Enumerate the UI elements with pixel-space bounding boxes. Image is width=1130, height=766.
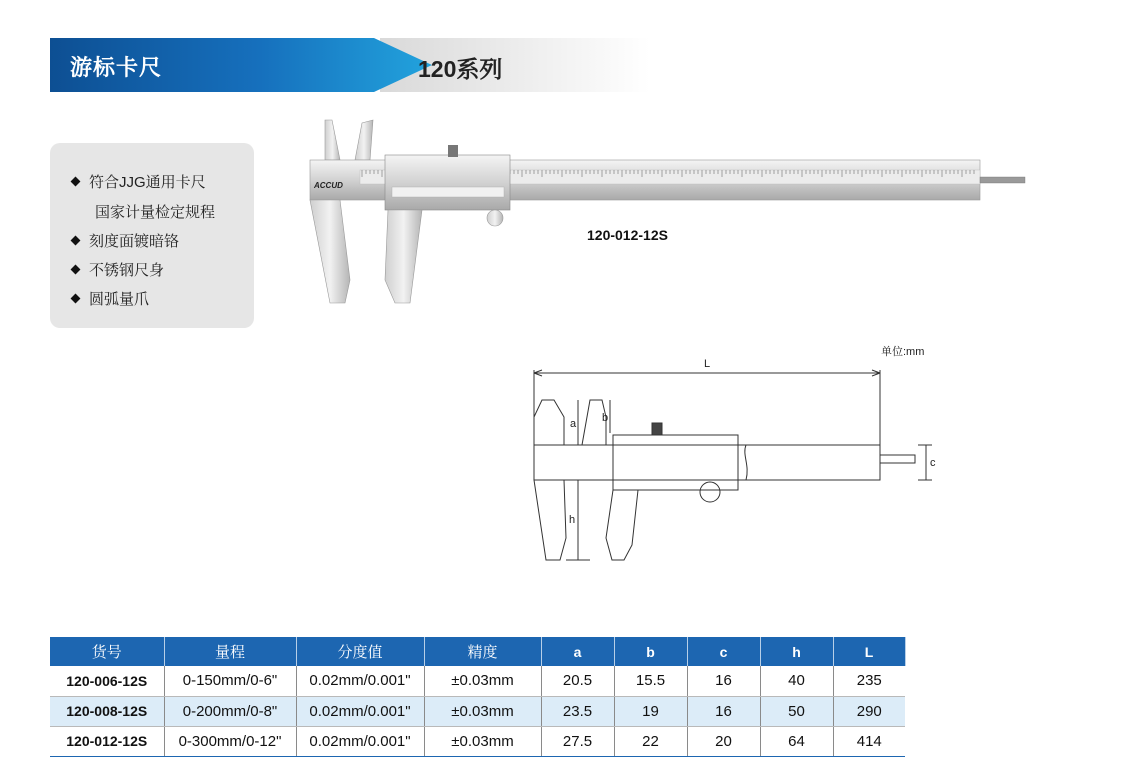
table-cell: 235 [833,666,905,696]
table-cell: 27.5 [541,726,614,756]
feature-item: 刻度面镀暗铬 [72,230,179,251]
dim-label-b: b [602,412,609,424]
table-cell: 22 [614,726,687,756]
table-cell: ±0.03mm [424,726,541,756]
table-cell: 15.5 [614,666,687,696]
header-cell: h [760,637,833,666]
bullet-icon [71,294,81,304]
dim-label-c: c [930,457,936,469]
feature-item-continued: 国家计量检定规程 [95,204,216,221]
table-cell: 40 [760,666,833,696]
table-cell: 0-300mm/0-12" [164,726,296,756]
table-cell: 290 [833,696,905,726]
dimension-drawing [520,355,940,570]
series-title: 120系列 [418,56,503,82]
table-row [50,696,905,726]
table-cell: 120-012-12S [50,726,164,756]
feature-item: 不锈钢尺身 [72,259,164,280]
table-row [50,666,905,696]
header-cell: c [687,637,760,666]
table-cell: 0-200mm/0-8" [164,696,296,726]
header-cell: a [541,637,614,666]
page-title: 游标卡尺 [70,55,163,80]
product-model-label: 120-012-12S [587,227,668,243]
unit-label: 单位:mm [881,346,925,358]
bullet-icon [71,236,81,246]
table-cell: 23.5 [541,696,614,726]
table-cell: 414 [833,726,905,756]
table-cell: 0.02mm/0.001" [296,726,424,756]
table-cell: 16 [687,666,760,696]
table-cell: 120-008-12S [50,696,164,726]
table-cell: 20 [687,726,760,756]
table-cell: 64 [760,726,833,756]
feature-box [50,143,254,328]
table-cell: 120-006-12S [50,666,164,696]
spec-table [50,637,906,757]
table-cell: 50 [760,696,833,726]
table-header-row [50,637,905,666]
feature-item: 符合JJG通用卡尺 [72,171,206,192]
table-cell: ±0.03mm [424,696,541,726]
table-cell: 20.5 [541,666,614,696]
dim-label-L: L [704,358,711,370]
dim-label-h: h [569,514,576,526]
table-cell: 16 [687,696,760,726]
table-row [50,726,905,756]
caliper-photo [300,115,1030,315]
table-cell: 0-150mm/0-6" [164,666,296,696]
header-cell: L [833,637,905,666]
header-cell: 量程 [164,637,296,666]
feature-item: 圆弧量爪 [72,288,149,309]
dim-label-a: a [570,418,577,430]
bullet-icon [71,265,81,275]
section-header [50,38,650,92]
table-cell: ±0.03mm [424,666,541,696]
header-cell: 货号 [50,637,164,666]
brand-logo: ACCUD [314,181,343,190]
table-cell: 0.02mm/0.001" [296,696,424,726]
header-cell: 分度值 [296,637,424,666]
header-cell: 精度 [424,637,541,666]
header-cell: b [614,637,687,666]
table-cell: 0.02mm/0.001" [296,666,424,696]
table-cell: 19 [614,696,687,726]
bullet-icon [71,177,81,187]
